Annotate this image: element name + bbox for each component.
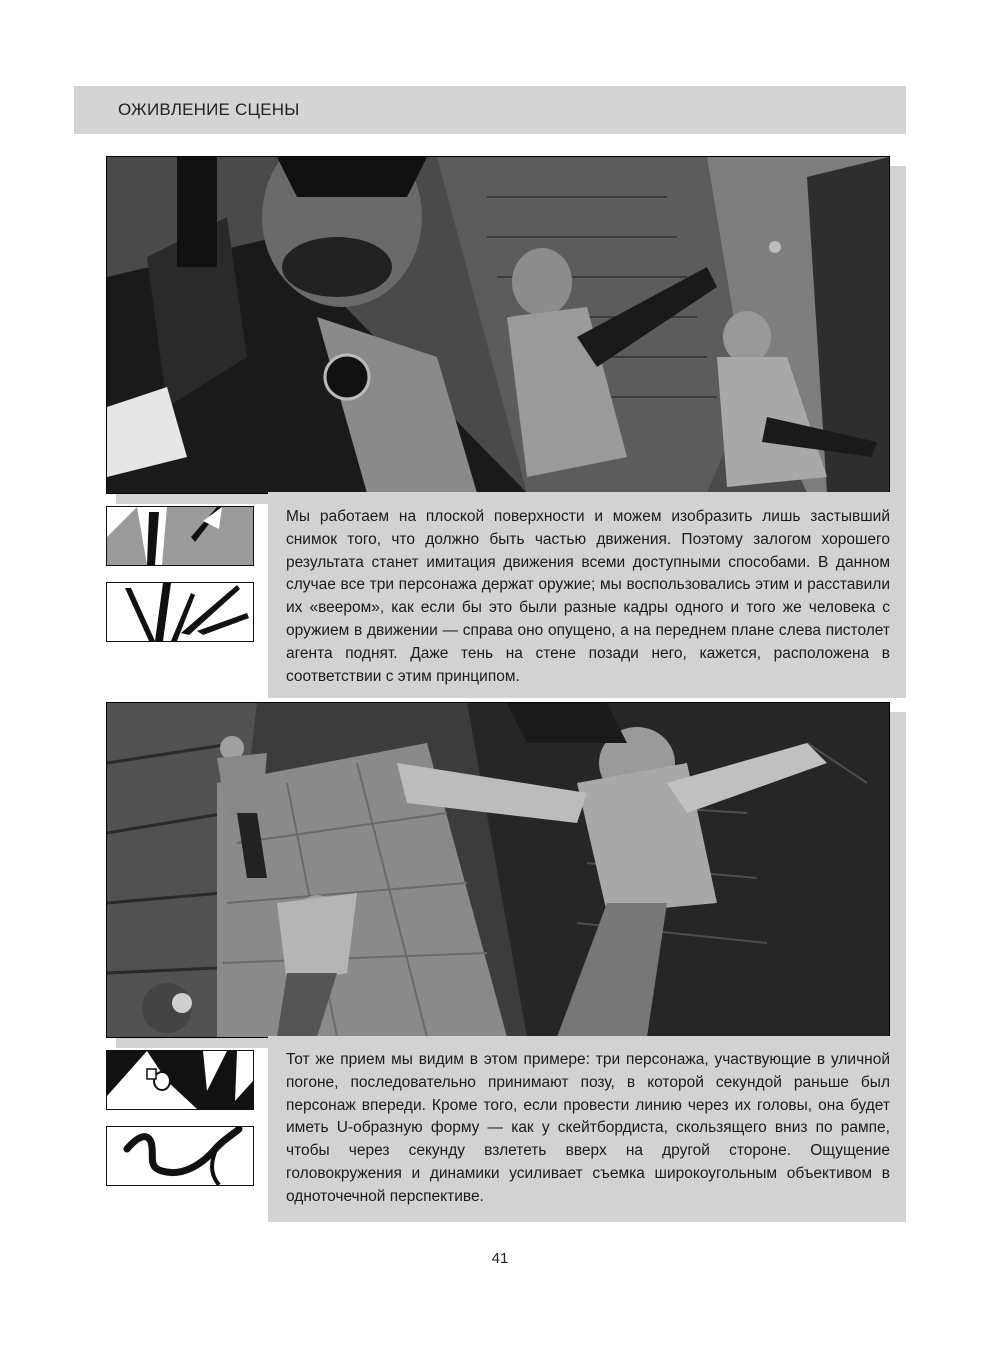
composition-thumbnail-1a [106, 506, 254, 566]
chapter-title: ОЖИВЛЕНИЕ СЦЕНЫ [118, 100, 300, 119]
composition-thumbnail-1b [106, 582, 254, 642]
composition-thumbnail-2a [106, 1050, 254, 1110]
chapter-header [74, 86, 906, 134]
composition-thumbnail-2b [106, 1126, 254, 1186]
page-number: 41 [491, 1250, 509, 1267]
illustration-agents-with-guns [106, 156, 890, 494]
illustration-street-chase [106, 702, 890, 1038]
paragraph-1: Мы работаем на плоской поверхности и можем изобразить лишь застывший снимок того, что должно быть частью движения. Поэтому залогом хорошего результата станет имитация движения всеми доступными способами. В данном случае все три персонажа держат оружие; мы воспользовались этим и расставили их «веером», как если бы это были разные кадры одного и того же человека с оружием в движении — справа оно опущено, а на переднем плане слева пистолет агента поднят. Даже тень на стене позади него, кажется, расположена в соответствии с этим принципом. [286, 508, 890, 685]
paragraph-2: Тот же прием мы видим в этом примере: три персонажа, участвующие в уличной погоне, последовательно принимают позу, в которой секундой раньше был персонаж впереди. Кроме того, если провести линию через их головы, она будет иметь U-образную форму — как у скейтбордиста, скользящего вниз по рампе, чтобы через секунду взлететь вверх на другой стороне. Ощущение головокружения и динамики усиливает съемка широкоугольным объективом в одноточечной перспективе. [286, 1051, 890, 1205]
